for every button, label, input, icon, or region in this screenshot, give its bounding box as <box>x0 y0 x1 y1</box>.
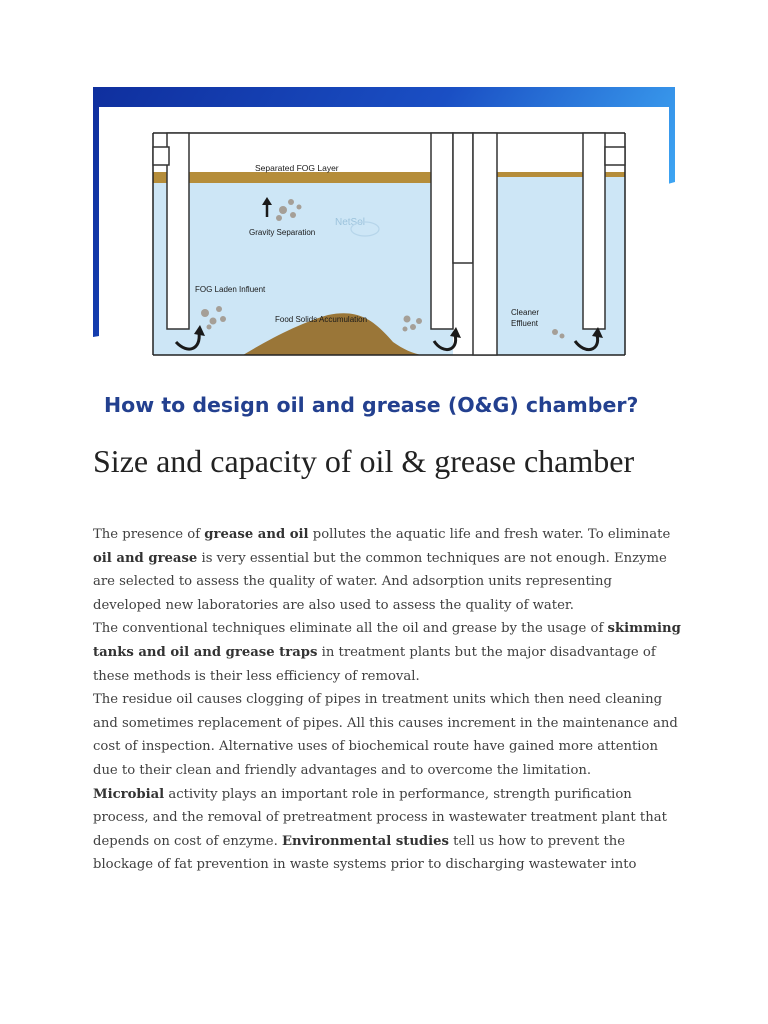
bold-term: Microbial <box>93 786 165 802</box>
bold-term: Environmental studies <box>282 833 449 849</box>
water-chamber-2 <box>497 175 625 355</box>
fog-layer-2 <box>497 172 625 177</box>
paragraph-3: The residue oil causes clogging of pipes in treatment units which then need cleaning and sometimes replacement of pipes. All this causes increment in the maintenance and cost of inspection. Alternative uses of biochemical route have gained more attention due to their clean and friendly advantages and to overcome the limitation. <box>93 692 678 778</box>
grease-chamber-diagram <box>93 87 675 423</box>
paragraph-1: The presence of grease and oil pollutes the aquatic life and fresh water. To eliminate oil and grease is very essential but the common techniques are not enough. Enzyme are selected to assess the quality of water. And adsorption units representing developed new laboratories are also used to assess the quality of water. <box>93 527 671 613</box>
bold-term: grease and oil <box>204 527 309 542</box>
label-effluent-1: Cleaner <box>511 308 540 317</box>
figure-caption: How to design oil and grease (O&G) chamber? <box>104 393 639 417</box>
article-heading: Size and capacity of oil & grease chamber <box>93 443 635 479</box>
label-fog-influent: FOG Laden Influent <box>195 285 266 294</box>
label-food-solids: Food Solids Accumulation <box>275 315 368 324</box>
bold-term: skimming tanks and oil and grease traps <box>93 621 681 660</box>
watermark-text: NetSol <box>335 217 366 228</box>
label-effluent-2: Effluent <box>511 319 538 328</box>
paragraph-4: Microbial activity plays an important role in performance, strength purification process, and the removal of pretreatment process in wastewater treatment plant that depends on cost of enzyme. Environmental studies tell us how to prevent the blockage of fat prevention in waste systems prior to discharging wastewater into <box>93 786 667 873</box>
label-gravity-separation: Gravity Separation <box>249 228 316 237</box>
bold-term: oil and grease <box>93 550 198 566</box>
paragraph-2: The conventional techniques eliminate all the oil and grease by the usage of skimming tanks and oil and grease traps in treatment plants but the major disadvantage of these methods is their less efficiency of removal. <box>93 621 681 684</box>
fog-layer-1 <box>153 172 455 183</box>
label-fog-layer: Separated FOG Layer <box>255 163 339 173</box>
article-body <box>93 523 683 877</box>
grease-chamber-figure <box>93 87 675 423</box>
